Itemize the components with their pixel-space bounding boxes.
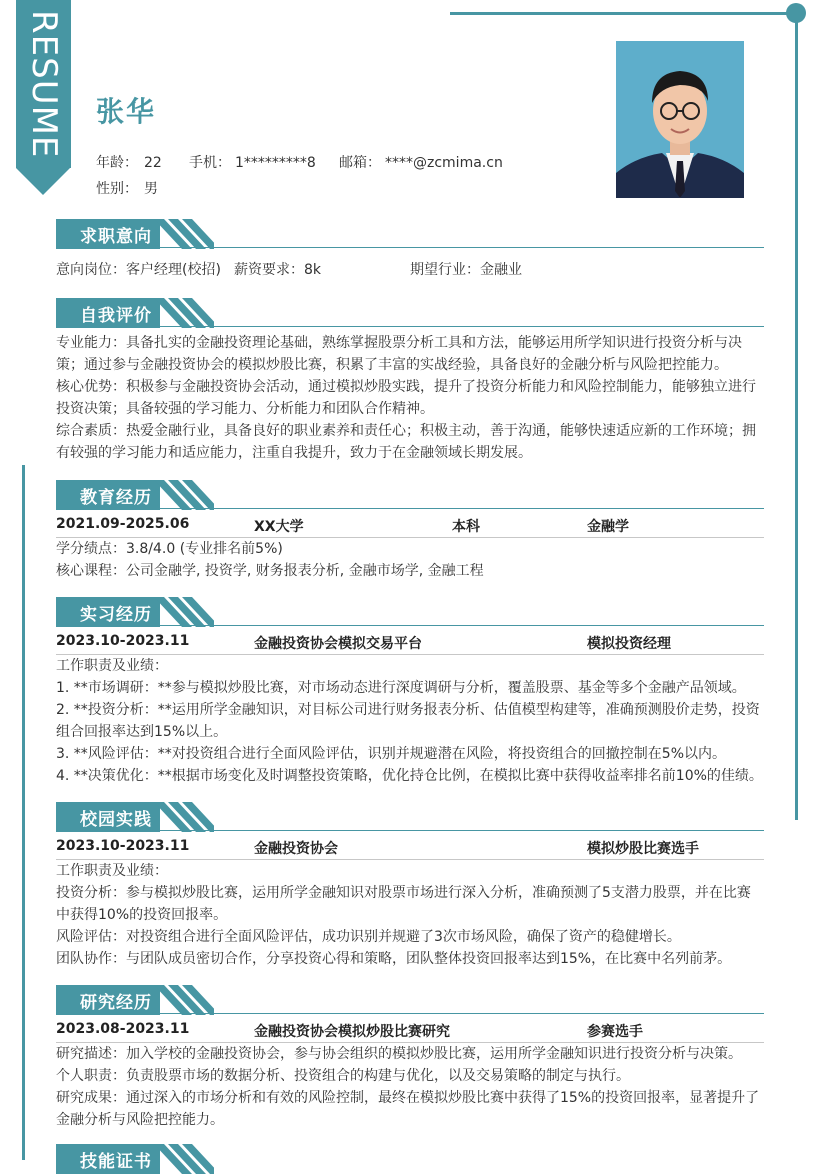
section-header bbox=[56, 298, 764, 328]
text-line: 核心优势：积极参与金融投资协会活动，通过模拟炒股实践，提升了投资分析能力和风险控制能力，能够独立进行 bbox=[56, 379, 756, 395]
section-title: 研究经历 bbox=[80, 993, 152, 1013]
ribbon-tail bbox=[16, 168, 70, 195]
phone-value: 1*********8 bbox=[235, 155, 316, 171]
gender-info bbox=[96, 178, 158, 198]
intent-industry: 期望行业：金融业 bbox=[410, 262, 522, 278]
research-role: 参赛选手 bbox=[587, 1024, 643, 1040]
intent-position: 意向岗位：客户经理(校招) bbox=[56, 262, 221, 278]
stripes-icon bbox=[154, 597, 214, 627]
education-degree: 本科 bbox=[452, 519, 480, 535]
resume-ribbon bbox=[16, 0, 71, 195]
text-line: 有较强的学习能力和适应能力，注重自我提升，致力于在金融领域长期发展。 bbox=[56, 445, 532, 461]
row-underline bbox=[56, 654, 764, 655]
section-rule bbox=[56, 625, 764, 626]
text-line: 风险评估：对投资组合进行全面风险评估，成功识别并规避了3次市场风险，确保了资产的稳健增长。 bbox=[56, 929, 681, 945]
campus-row bbox=[56, 836, 764, 860]
phone-label: 手机： bbox=[189, 155, 231, 171]
section-rule bbox=[56, 508, 764, 509]
section-rule bbox=[56, 326, 764, 327]
campus-org: 金融投资协会 bbox=[254, 841, 338, 857]
profile-photo bbox=[616, 41, 744, 198]
stripes-icon bbox=[154, 480, 214, 510]
phone-info bbox=[189, 152, 316, 172]
text-line: 组合回报率达到15%以上。 bbox=[56, 724, 228, 740]
stripes-icon bbox=[154, 985, 214, 1015]
text-line: 专业能力：具备扎实的金融投资理论基础，熟练掌握股票分析工具和方法，能够运用所学知识进行投资分析与决 bbox=[56, 335, 742, 351]
age-label: 年龄： bbox=[96, 155, 138, 171]
row-underline bbox=[56, 1042, 764, 1043]
text-line: 工作职责及业绩： bbox=[56, 658, 168, 674]
stripes-icon bbox=[154, 219, 214, 249]
education-school: XX大学 bbox=[254, 519, 304, 535]
stripes-icon bbox=[154, 802, 214, 832]
section-title: 求职意向 bbox=[80, 227, 152, 247]
gender-label: 性别： bbox=[96, 181, 138, 197]
text-line: 个人职责：负责股票市场的数据分析、投资组合的构建与优化，以及交易策略的制定与执行。 bbox=[56, 1068, 630, 1084]
education-major: 金融学 bbox=[587, 519, 629, 535]
research-org: 金融投资协会模拟炒股比赛研究 bbox=[254, 1024, 450, 1040]
stripes-icon bbox=[154, 1144, 214, 1174]
section-research bbox=[56, 985, 764, 1131]
education-period: 2021.09-2025.06 bbox=[56, 516, 190, 532]
internship-row bbox=[56, 631, 764, 655]
left-vertical-line bbox=[22, 465, 25, 1160]
row-underline bbox=[56, 859, 764, 860]
age-info bbox=[96, 152, 162, 172]
section-job-intent bbox=[56, 219, 764, 281]
section-title: 技能证书 bbox=[80, 1152, 152, 1172]
section-campus-practice bbox=[56, 802, 764, 970]
section-title: 教育经历 bbox=[80, 488, 152, 508]
internship-period: 2023.10-2023.11 bbox=[56, 633, 190, 649]
text-line: 核心课程：公司金融学, 投资学, 财务报表分析, 金融市场学, 金融工程 bbox=[56, 563, 484, 579]
section-header bbox=[56, 480, 764, 510]
section-title: 实习经历 bbox=[80, 605, 152, 625]
section-internship bbox=[56, 597, 764, 787]
row-underline bbox=[56, 537, 764, 538]
section-education bbox=[56, 480, 764, 582]
text-line: 团队协作：与团队成员密切合作，分享投资心得和策略，团队整体投资回报率达到15%，在比赛中名列前茅。 bbox=[56, 951, 732, 967]
ribbon-text: RESUME bbox=[24, 10, 64, 159]
text-line: 投资分析：参与模拟炒股比赛，运用所学金融知识对股票市场进行深入分析，准确预测了5支潜力股票，并在比赛 bbox=[56, 885, 751, 901]
section-rule bbox=[56, 1013, 764, 1014]
section-header bbox=[56, 1144, 764, 1174]
text-line: 研究描述：加入学校的金融投资协会，参与协会组织的模拟炒股比赛，运用所学金融知识进行投资分析与决策。 bbox=[56, 1046, 742, 1062]
text-line: 1. **市场调研：**参与模拟炒股比赛，对市场动态进行深度调研与分析，覆盖股票、基金等多个金融产品领域。 bbox=[56, 680, 746, 696]
intent-salary: 薪资要求：8k bbox=[234, 262, 322, 278]
section-header bbox=[56, 985, 764, 1015]
text-line: 工作职责及业绩： bbox=[56, 863, 168, 879]
section-header bbox=[56, 802, 764, 832]
text-line: 中获得10%的投资回报率。 bbox=[56, 907, 228, 923]
section-title: 自我评价 bbox=[80, 306, 152, 326]
text-line: 研究成果：通过深入的市场分析和有效的风险控制，最终在模拟炒股比赛中获得了15%的投资回报率，显著提升了 bbox=[56, 1090, 760, 1106]
text-line: 4. **决策优化：**根据市场变化及时调整投资策略，优化持仓比例，在模拟比赛中获得收益率排名前10%的佳绩。 bbox=[56, 768, 763, 784]
section-title: 校园实践 bbox=[80, 810, 152, 830]
section-header bbox=[56, 597, 764, 627]
candidate-name: 张华 bbox=[96, 95, 157, 128]
section-header bbox=[56, 219, 764, 249]
education-row bbox=[56, 514, 764, 538]
section-self-evaluation bbox=[56, 298, 764, 464]
internship-role: 模拟投资经理 bbox=[587, 636, 671, 652]
email-info bbox=[339, 152, 503, 172]
right-vertical-line bbox=[795, 14, 798, 820]
stripes-icon bbox=[154, 298, 214, 328]
internship-org: 金融投资协会模拟交易平台 bbox=[254, 636, 422, 652]
age-value: 22 bbox=[144, 155, 162, 171]
text-line: 综合素质：热爱金融行业，具备良好的职业素养和责任心；积极主动，善于沟通，能够快速适应新的工作环境；拥 bbox=[56, 423, 756, 439]
research-period: 2023.08-2023.11 bbox=[56, 1021, 190, 1037]
intent-row bbox=[56, 259, 764, 281]
gender-value: 男 bbox=[144, 181, 158, 197]
text-line: 策；通过参与金融投资协会的模拟炒股比赛，积累了丰富的实战经验，具备良好的金融分析与风险把控能力。 bbox=[56, 357, 728, 373]
section-rule bbox=[56, 830, 764, 831]
top-divider-line bbox=[450, 12, 796, 15]
campus-role: 模拟炒股比赛选手 bbox=[587, 841, 699, 857]
email-label: 邮箱： bbox=[339, 155, 381, 171]
email-value: ****@zcmima.cn bbox=[385, 155, 503, 171]
text-line: 2. **投资分析：**运用所学金融知识，对目标公司进行财务报表分析、估值模型构建等，准确预测股价走势，投资 bbox=[56, 702, 760, 718]
text-line: 投资决策；具备较强的学习能力、分析能力和团队合作精神。 bbox=[56, 401, 434, 417]
portrait-image bbox=[616, 41, 744, 198]
section-rule bbox=[56, 247, 764, 248]
self-text bbox=[56, 332, 764, 464]
text-line: 3. **风险评估：**对投资组合进行全面风险评估，识别并规避潜在风险，将投资组合的回撤控制在5%以内。 bbox=[56, 746, 727, 762]
campus-period: 2023.10-2023.11 bbox=[56, 838, 190, 854]
text-line: 金融分析与风险把控能力。 bbox=[56, 1112, 224, 1128]
research-row bbox=[56, 1019, 764, 1043]
text-line: 学分绩点：3.8/4.0 (专业排名前5%) bbox=[56, 541, 283, 557]
section-skills bbox=[56, 1144, 764, 1174]
